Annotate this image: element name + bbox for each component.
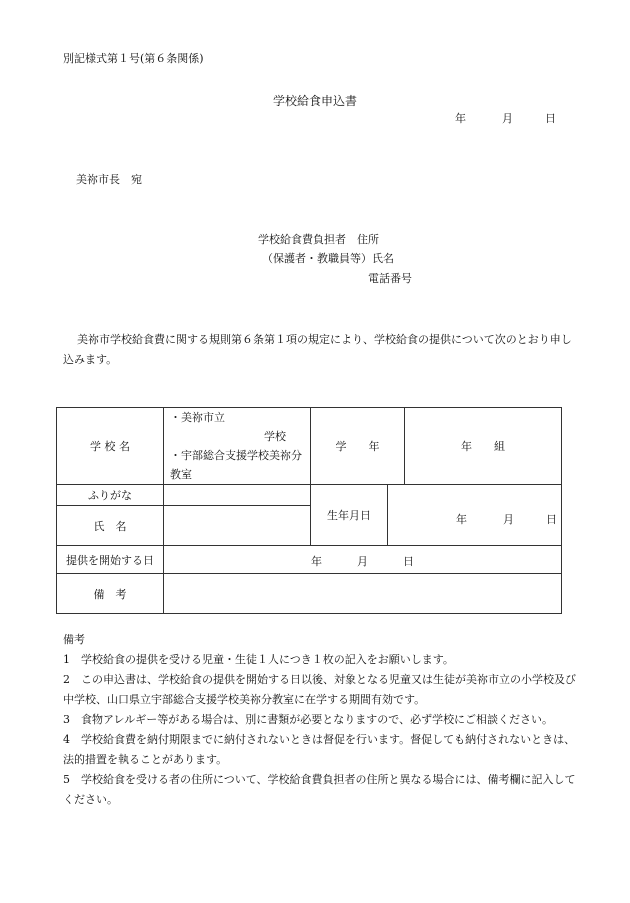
note-item: 3 食物アレルギー等がある場合は、別に書類が必要となりますので、必ず学校にご相談ください。: [63, 713, 554, 726]
start-day-label: 日: [403, 555, 414, 568]
school-name-field[interactable]: [164, 408, 311, 485]
grade-label: 学 年: [311, 408, 405, 485]
payer-phone-label: 電話番号: [368, 272, 412, 285]
form-reference: 別記様式第１号(第６条関係): [63, 52, 204, 65]
furigana-label: ふりがな: [57, 485, 164, 506]
note-item: 1 学校給食の提供を受ける児童・生徒１人につき１枚の記入をお願いします。: [63, 653, 454, 666]
school-option-city: ・美祢市立: [170, 411, 225, 424]
furigana-field[interactable]: [164, 485, 311, 506]
addressee: 美祢市長 宛: [76, 173, 142, 186]
start-year-label: 年: [311, 555, 322, 568]
remarks-field[interactable]: [164, 574, 562, 614]
start-date-label: 提供を開始する日: [57, 546, 164, 574]
payer-address-label: 学校給食費負担者 住所: [258, 233, 379, 246]
date-year-label: 年: [455, 112, 466, 125]
page-title: 学校給食申込書: [272, 94, 357, 108]
school-option-city-suffix: 学校: [264, 430, 286, 443]
intro-text: 美祢市学校給食費に関する規則第６条第１項の規定により、学校給食の提供について次のとおり申し込みます。: [63, 333, 572, 366]
remarks-label: 備 考: [57, 574, 164, 614]
payer-name-label: （保護者・教職員等）氏名: [262, 252, 394, 265]
start-month-label: 月: [357, 555, 368, 568]
notes-title: 備考: [63, 633, 85, 646]
birth-month-label: 月: [503, 513, 514, 526]
school-name-label: 学 校 名: [57, 408, 164, 485]
application-table: [56, 407, 562, 614]
date-day-label: 日: [545, 112, 556, 125]
note-item: 2 この申込書は、学校給食の提供を開始する日以後、対象となる児童又は生徒が美祢市立の小学校及び中学校、山口県立宇部総合支援学校美祢分教室に在学する期間有効です。: [63, 673, 576, 706]
birthdate-label: 生年月日: [311, 485, 388, 546]
class-field[interactable]: 年 組: [405, 408, 562, 485]
name-field[interactable]: [164, 506, 311, 546]
note-item: 5 学校給食を受ける者の住所について、学校給食費負担者の住所と異なる場合には、備考欄に記入してください。: [63, 773, 576, 806]
birthdate-field[interactable]: [388, 485, 562, 546]
birth-year-label: 年: [456, 513, 467, 526]
birth-day-label: 日: [546, 513, 557, 526]
school-option-branch: ・宇部総合支援学校美祢分教室: [170, 449, 302, 481]
start-date-field[interactable]: [164, 546, 562, 574]
note-item: 4 学校給食費を納付期限までに納付されないときは督促を行います。督促しても納付されないときは、法的措置を執ることがあります。: [63, 733, 576, 766]
name-label: 氏 名: [57, 506, 164, 546]
date-month-label: 月: [502, 112, 513, 125]
